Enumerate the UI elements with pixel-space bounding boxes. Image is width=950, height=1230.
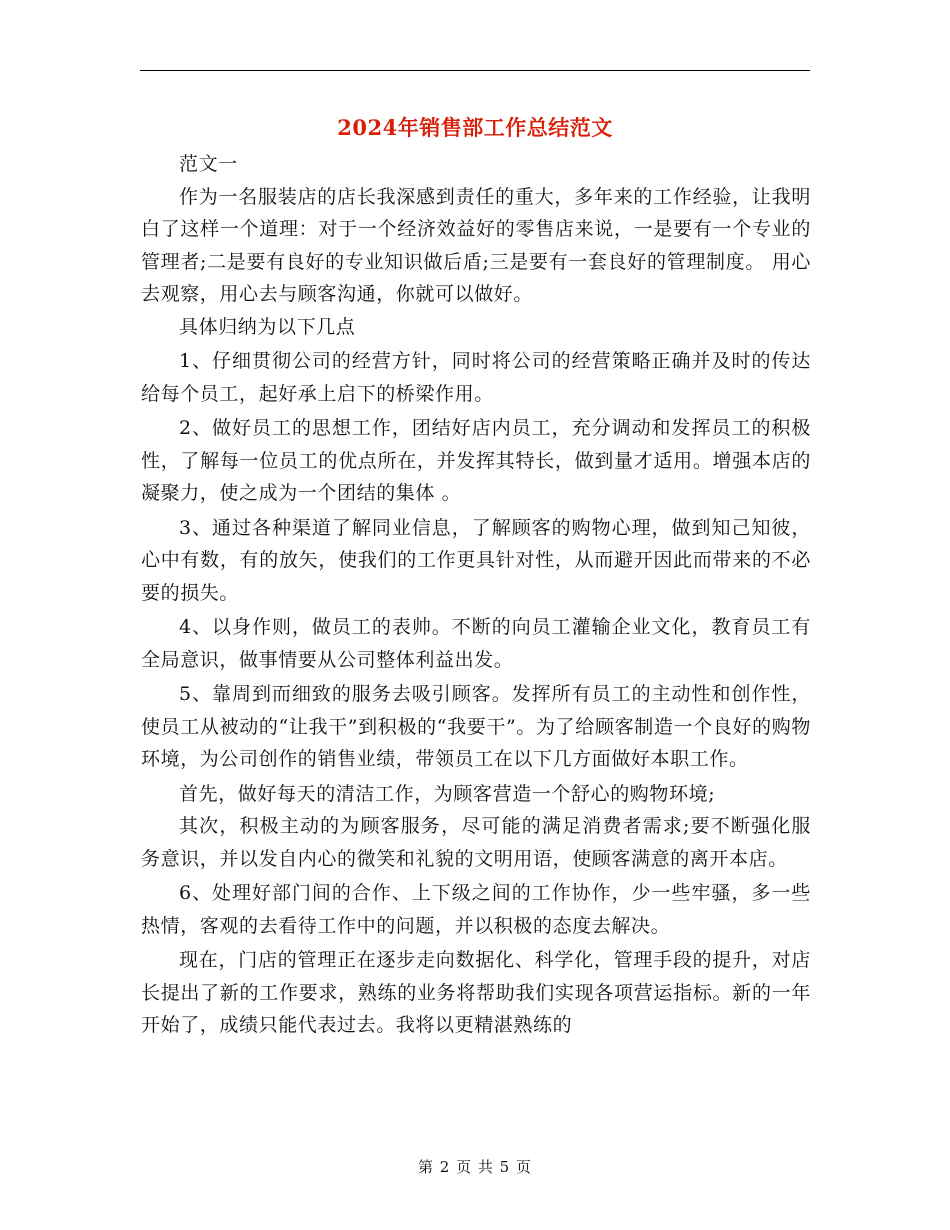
paragraph-point-5: 5、靠周到而细致的服务去吸引顾客。发挥所有员工的主动性和创作性，使员工从被动的“让我干”到积极的“我要干”。为了给顾客制造一个良好的购物环境，为公司创作的销售业绩，带领员工在以下几方面做好本职工作。 xyxy=(141,683,811,770)
paragraph-point-6: 6、处理好部门间的合作、上下级之间的工作协作，少一些牢骚，多一些热情，客观的去看待工作中的问题，并以积极的态度去解决。 xyxy=(141,882,811,937)
paragraph-point-2: 2、做好员工的思想工作，团结好店内员工，充分调动和发挥员工的积极性，了解每一位员工的优点所在，并发挥其特长，做到量才适用。增强本店的凝聚力，使之成为一个团结的集体 。 xyxy=(141,417,811,504)
paragraph-conclusion: 现在，门店的管理正在逐步走向数据化、科学化，管理手段的提升，对店长提出了新的工作要求，熟练的业务将帮助我们实现各项营运指标。新的一年开始了，成绩只能代表过去。我将以更精湛熟练的 xyxy=(141,949,811,1036)
document-title: 2024年销售部工作总结范文 xyxy=(337,115,613,140)
paragraph-point-4: 4、以身作则，做员工的表帅。不断的向员工灌输企业文化，教育员工有全局意识，做事情要从公司整体利益出发。 xyxy=(141,616,811,671)
paragraph-point-3: 3、通过各种渠道了解同业信息，了解顾客的购物心理，做到知己知彼，心中有数，有的放矢，使我们的工作更具针对性，从而避开因此而带来的不必要的损失。 xyxy=(141,516,811,604)
paragraph-intro: 作为一名服装店的店长我深感到责任的重大，多年来的工作经验，让我明白了这样一个道理：对于一个经济效益好的零售店来说，一是要有一个专业的管理者;二是要有良好的专业知识做后盾;三是要有一套良好的管理制度。 用心去观察，用心去与顾客沟通，你就可以做好。 xyxy=(141,185,811,305)
header-rule xyxy=(140,70,810,71)
paragraph-first: 首先，做好每天的清洁工作，为顾客营造一个舒心的购物环境; xyxy=(179,782,716,805)
paragraph-second: 其次，积极主动的为顾客服务，尽可能的满足消费者需求;要不断强化服务意识，并以发自内心的微笑和礼貌的文明用语，使顾客满意的离开本店。 xyxy=(141,815,811,870)
page-number-footer: 第 2 页 共 5 页 xyxy=(418,1158,532,1176)
paragraph-point-1: 1、仔细贯彻公司的经营方针，同时将公司的经营策略正确并及时的传达给每个员工，起好承上启下的桥梁作用。 xyxy=(141,350,811,405)
paragraph-summary-lead: 具体归纳为以下几点 xyxy=(179,315,356,338)
document-body xyxy=(141,148,811,1042)
paragraph-heading-sample: 范文一 xyxy=(179,153,238,175)
